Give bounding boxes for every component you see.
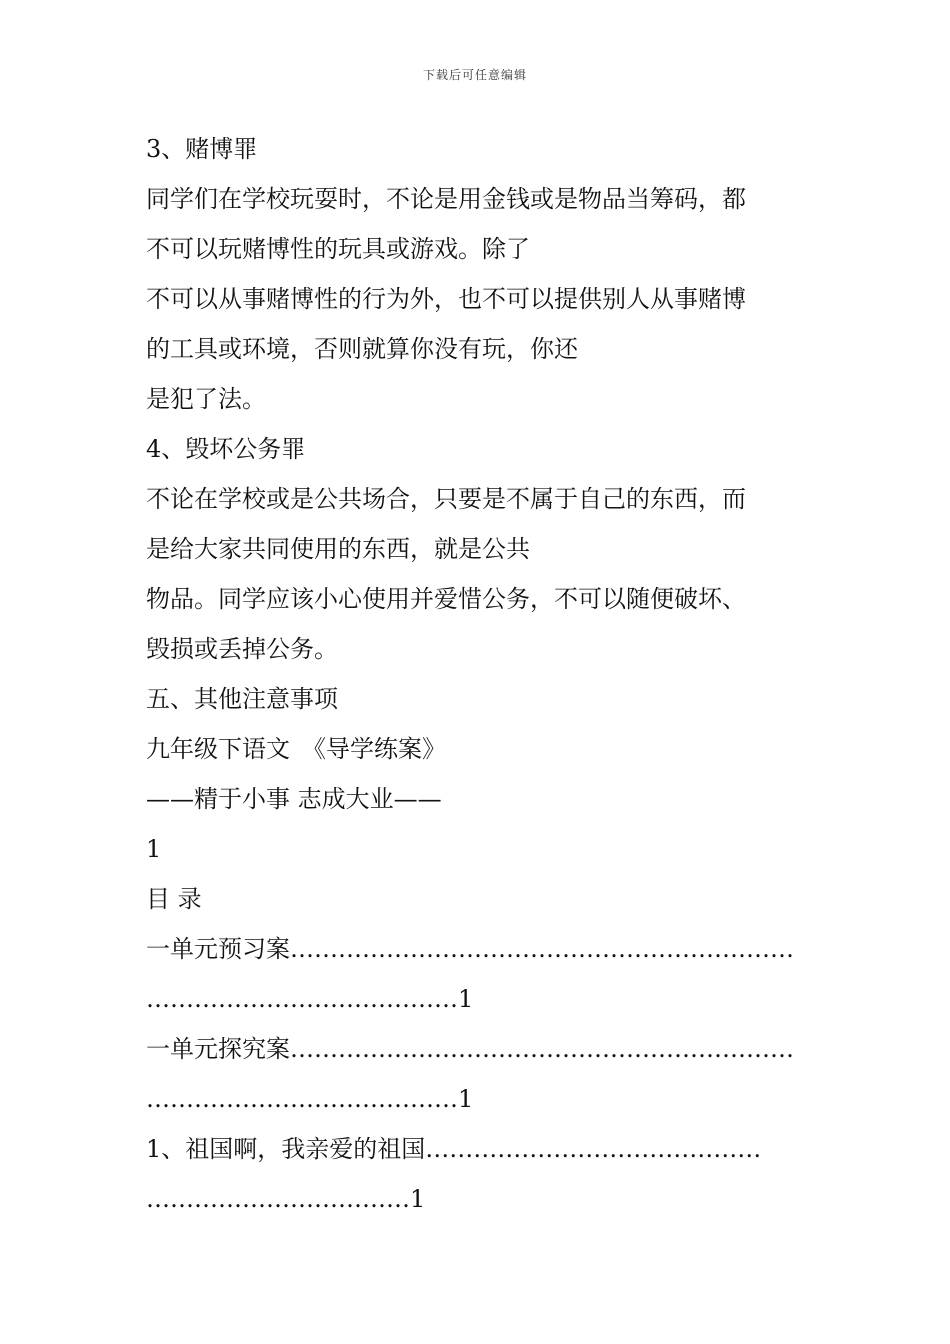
section-heading-gambling: 3、赌博罪	[146, 135, 258, 163]
toc-heading: 目 录	[146, 885, 202, 913]
paragraph-line: 是犯了法。	[146, 385, 266, 413]
book-title: 九年级下语文 《导学练案》	[146, 735, 446, 763]
page-number: 1	[146, 835, 162, 863]
toc-entry: 一单元预习案………………………………………………………	[146, 935, 794, 963]
paragraph-line: 不可以从事赌博性的行为外，也不可以提供别人从事赌博	[146, 285, 746, 313]
paragraph-line: 物品。同学应该小心使用并爱惜公务，不可以随便破坏、	[146, 585, 746, 613]
paragraph-line: 是给大家共同使用的东西，就是公共	[146, 535, 530, 563]
section-heading-vandalism: 4、毁坏公务罪	[146, 435, 306, 463]
paragraph-line: 不可以玩赌博性的玩具或游戏。除了	[146, 235, 530, 263]
toc-entry-leader: …………………………………1	[146, 1085, 474, 1113]
page-header: 下载后可任意编辑	[422, 68, 527, 82]
paragraph-line: 同学们在学校玩耍时，不论是用金钱或是物品当筹码，都	[146, 185, 746, 213]
toc-entry-leader: …………………………………1	[146, 985, 474, 1013]
toc-entry: 一单元探究案………………………………………………………	[146, 1035, 794, 1063]
paragraph-line: 毁损或丢掉公务。	[146, 635, 338, 663]
book-motto: ——精于小事 志成大业——	[146, 785, 442, 813]
paragraph-line: 的工具或环境，否则就算你没有玩，你还	[146, 335, 578, 363]
toc-entry: 1、祖国啊，我亲爱的祖国……………………………………	[146, 1135, 762, 1163]
paragraph-line: 不论在学校或是公共场合，只要是不属于自己的东西，而	[146, 485, 746, 513]
section-heading-other-notes: 五、其他注意事项	[146, 685, 338, 713]
toc-entry-leader: ……………………………1	[146, 1185, 426, 1213]
